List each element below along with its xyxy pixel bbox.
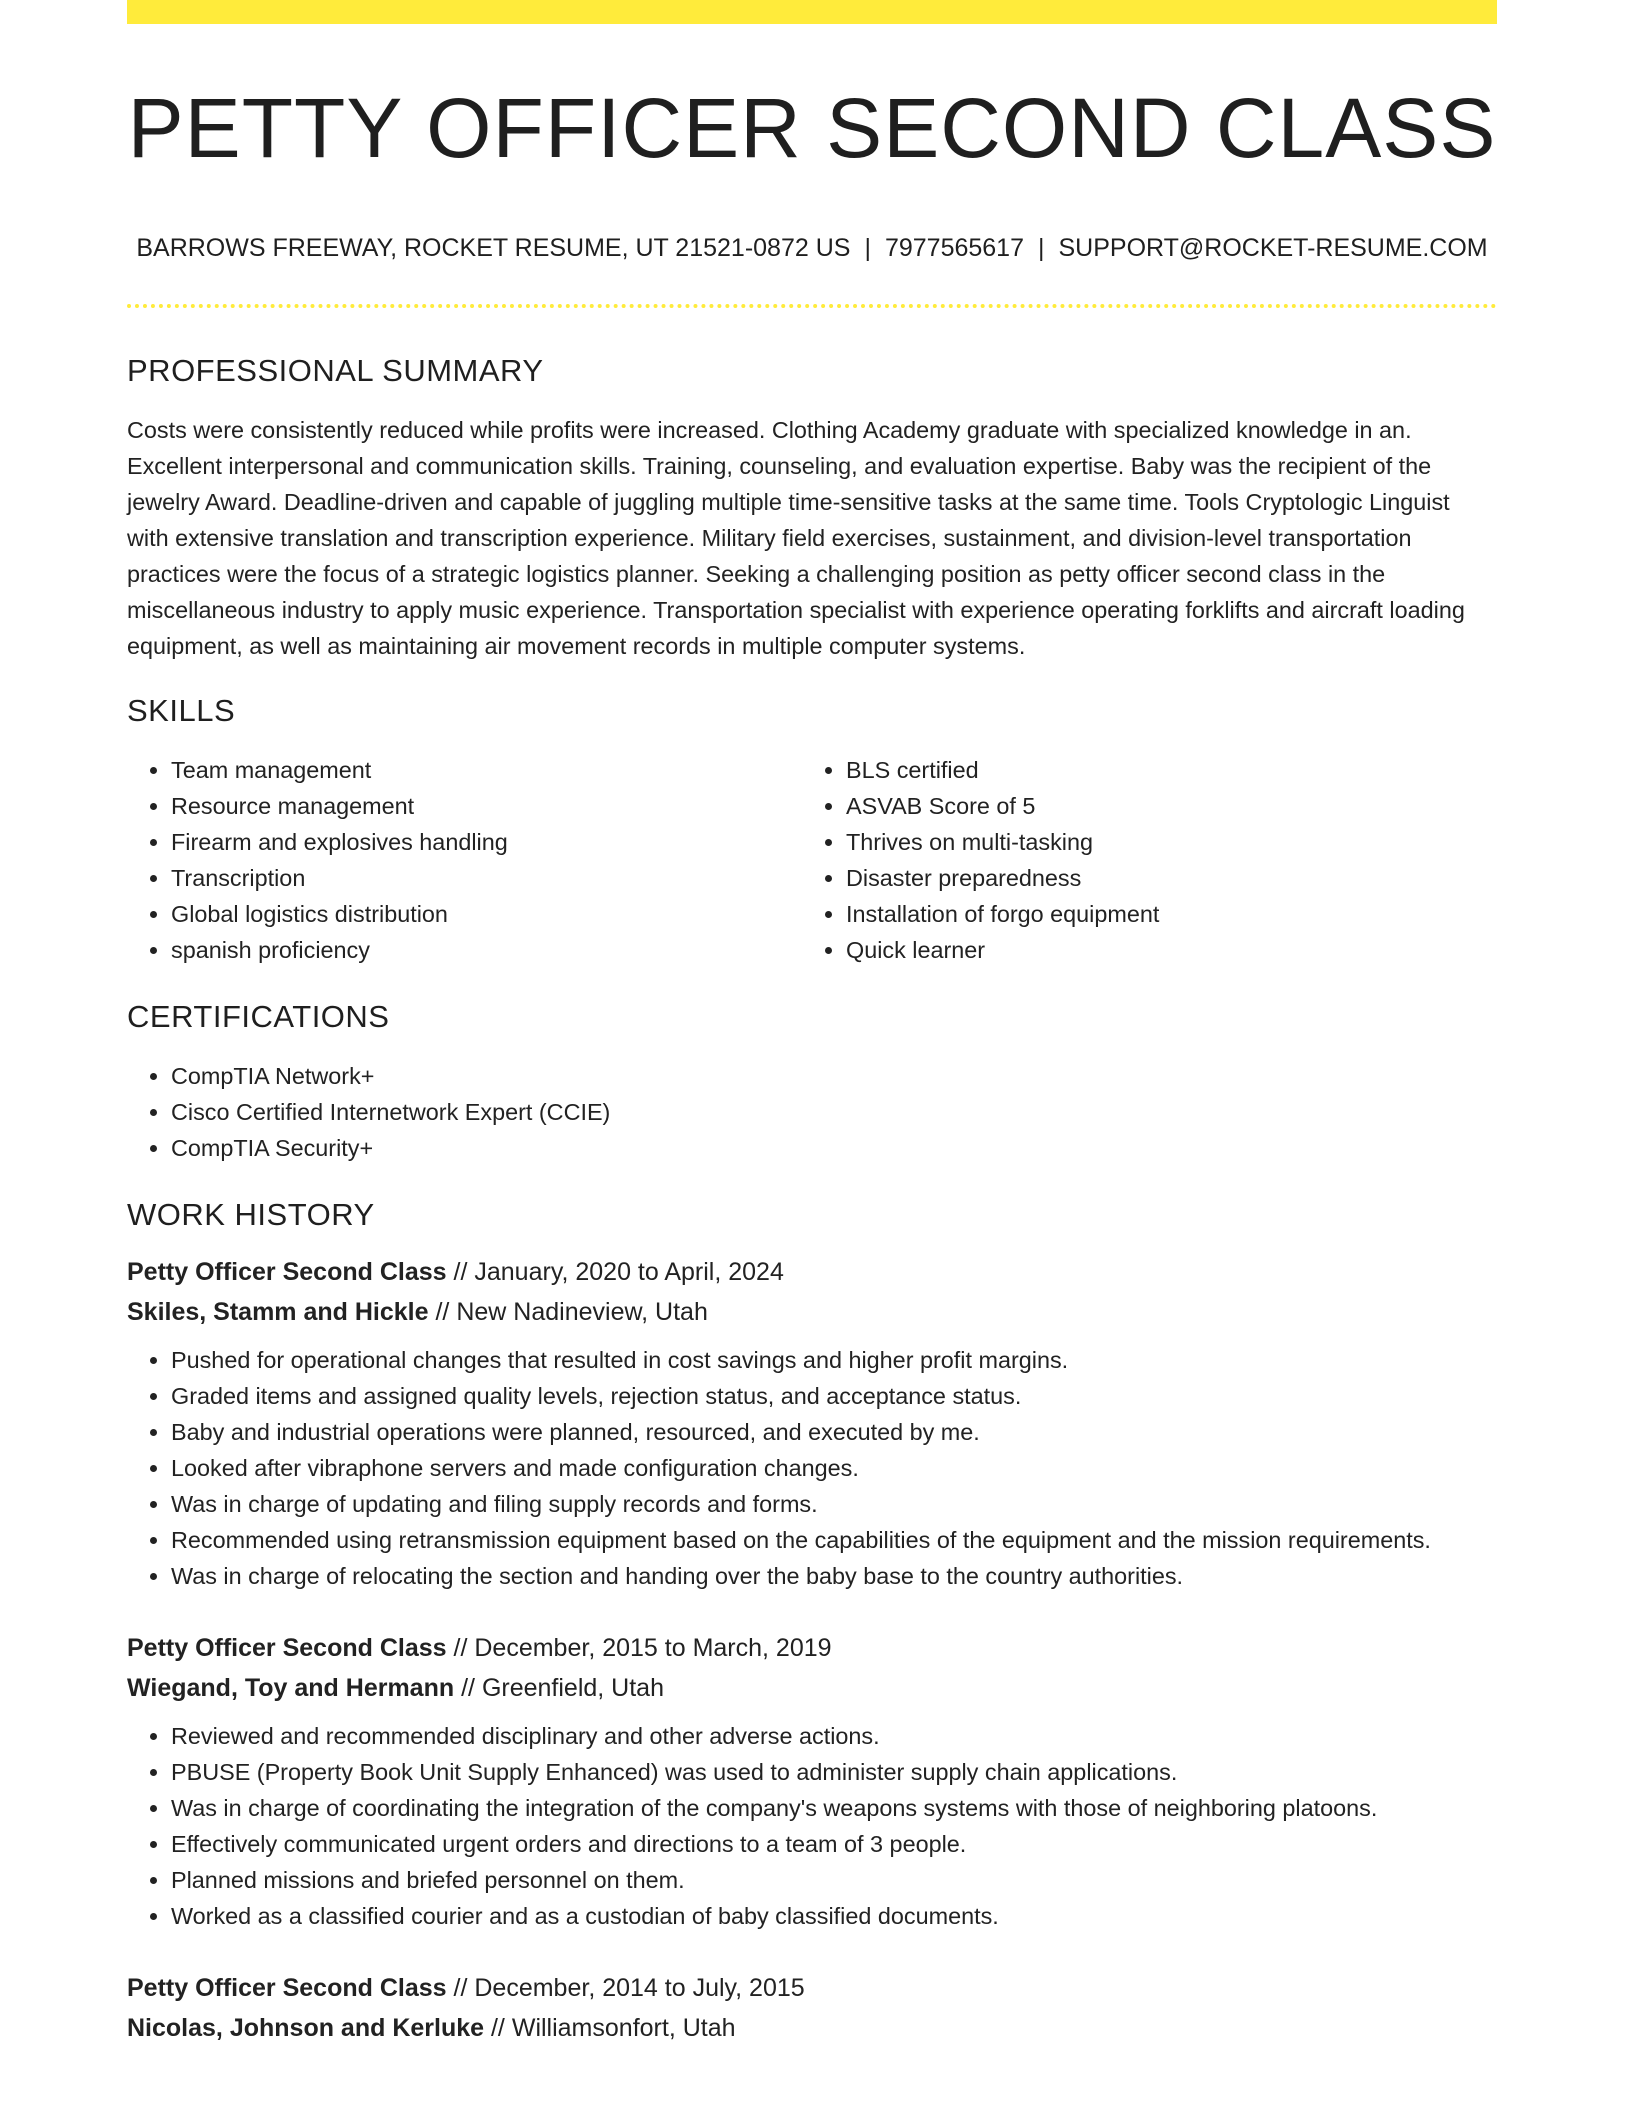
skills-column-left bbox=[127, 752, 802, 968]
job-duty: • Was in charge of coordinating the integration of the company's weapons systems with those of neighboring platoons. bbox=[171, 1790, 1497, 1826]
job-separator: // bbox=[453, 1974, 468, 2002]
job-duty: • Planned missions and briefed personnel on them. bbox=[171, 1862, 1497, 1898]
job-dates: January, 2020 to April, 2024 bbox=[474, 1258, 784, 1286]
skill-item: • Team management bbox=[171, 752, 802, 788]
skills-column-right bbox=[802, 752, 1477, 968]
job-entry bbox=[127, 1628, 1497, 1934]
job-location: Williamsonfort, Utah bbox=[511, 2014, 736, 2042]
resume-title: PETTY OFFICER SECOND CLASS bbox=[127, 81, 1497, 175]
job-duty: • Graded items and assigned quality levels, rejection status, and acceptance status. bbox=[171, 1378, 1497, 1414]
job-location: New Nadineview, Utah bbox=[456, 1298, 708, 1326]
job-company-line bbox=[127, 1292, 1497, 1332]
job-title-line bbox=[127, 1252, 1497, 1292]
job-company-line bbox=[127, 1668, 1497, 1708]
job-duty: • Was in charge of updating and filing supply records and forms. bbox=[171, 1486, 1497, 1522]
job-title-line bbox=[127, 1628, 1497, 1668]
job-duties-list bbox=[127, 1718, 1497, 1934]
certifications-list bbox=[127, 1058, 1497, 1166]
job-duty: • Looked after vibraphone servers and made configuration changes. bbox=[171, 1450, 1497, 1486]
job-duty: • Was in charge of relocating the section and handing over the baby base to the country authorities. bbox=[171, 1558, 1497, 1594]
job-entry bbox=[127, 1968, 1497, 2048]
certification-item: • CompTIA Security+ bbox=[171, 1130, 1497, 1166]
skills-heading: SKILLS bbox=[127, 693, 236, 728]
job-company: Wiegand, Toy and Hermann bbox=[127, 1674, 455, 1702]
job-company: Skiles, Stamm and Hickle bbox=[127, 1298, 429, 1326]
resume-page bbox=[127, 0, 1497, 2048]
summary-text: Costs were consistently reduced while profits were increased. Clothing Academy graduate with specialized knowledge in an. Excellent interpersonal and communication skills. Training, counseling, and evaluation expertise. Baby was the recipient of the jewelry Award. Deadline-driven and capable of juggling multiple time-sensitive tasks at the same time. Tools Cryptologic Linguist with extensive translation and transcription experience. Military field exercises, sustainment, and division-level transportation practices were the focus of a strategic logistics planner. Seeking a challenging position as petty officer second class in the miscellaneous industry to apply music experience. Transportation specialist with experience operating forklifts and aircraft loading equipment, as well as maintaining air movement records in multiple computer systems. bbox=[127, 417, 1465, 659]
job-duty: • Pushed for operational changes that resulted in cost savings and higher profit margins. bbox=[171, 1342, 1497, 1378]
skill-item: • BLS certified bbox=[846, 752, 1477, 788]
job-title: Petty Officer Second Class bbox=[127, 1258, 447, 1286]
certification-item: • Cisco Certified Internetwork Expert (CCIE) bbox=[171, 1094, 1497, 1130]
job-title-line bbox=[127, 1968, 1497, 2008]
skill-item: • Resource management bbox=[171, 788, 802, 824]
dotted-divider bbox=[127, 304, 1497, 308]
address: BARROWS FREEWAY, ROCKET RESUME, UT 21521-0872 US bbox=[136, 234, 851, 262]
job-separator: // bbox=[490, 2014, 505, 2042]
job-dates: December, 2014 to July, 2015 bbox=[474, 1974, 805, 2002]
skill-item: • Global logistics distribution bbox=[171, 896, 802, 932]
skill-item: • Quick learner bbox=[846, 932, 1477, 968]
job-company-line bbox=[127, 2008, 1497, 2048]
job-title: Petty Officer Second Class bbox=[127, 1634, 447, 1662]
job-company: Nicolas, Johnson and Kerluke bbox=[127, 2014, 485, 2042]
job-duty: • PBUSE (Property Book Unit Supply Enhanced) was used to administer supply chain applications. bbox=[171, 1754, 1497, 1790]
job-duty: • Worked as a classified courier and as a custodian of baby classified documents. bbox=[171, 1898, 1497, 1934]
work-history-heading: WORK HISTORY bbox=[127, 1197, 375, 1232]
job-duty: • Recommended using retransmission equipment based on the capabilities of the equipment and the mission requirements. bbox=[171, 1522, 1497, 1558]
job-duty: • Baby and industrial operations were planned, resourced, and executed by me. bbox=[171, 1414, 1497, 1450]
job-separator: // bbox=[453, 1258, 468, 1286]
skill-item: • Firearm and explosives handling bbox=[171, 824, 802, 860]
skill-item: • Thrives on multi-tasking bbox=[846, 824, 1477, 860]
job-duty: • Effectively communicated urgent orders and directions to a team of 3 people. bbox=[171, 1826, 1497, 1862]
top-accent-bar bbox=[127, 0, 1497, 24]
skill-item: • Transcription bbox=[171, 860, 802, 896]
summary-heading: PROFESSIONAL SUMMARY bbox=[127, 353, 544, 388]
certification-item: • CompTIA Network+ bbox=[171, 1058, 1497, 1094]
skill-item: • ASVAB Score of 5 bbox=[846, 788, 1477, 824]
job-duties-list bbox=[127, 1342, 1497, 1594]
job-separator: // bbox=[461, 1674, 475, 1702]
skills-list bbox=[127, 752, 1497, 968]
job-dates: December, 2015 to March, 2019 bbox=[474, 1634, 832, 1662]
job-separator: // bbox=[453, 1634, 468, 1662]
contact-separator: | bbox=[1038, 234, 1045, 262]
skill-item: • spanish proficiency bbox=[171, 932, 802, 968]
job-entry bbox=[127, 1252, 1497, 1594]
contact-line bbox=[127, 232, 1497, 264]
email: SUPPORT@ROCKET-RESUME.COM bbox=[1058, 234, 1488, 262]
certifications-heading: CERTIFICATIONS bbox=[127, 999, 390, 1034]
job-separator: // bbox=[435, 1298, 450, 1326]
phone: 7977565617 bbox=[884, 234, 1024, 262]
job-title: Petty Officer Second Class bbox=[127, 1974, 447, 2002]
job-location: Greenfield, Utah bbox=[481, 1674, 664, 1702]
job-duty: • Reviewed and recommended disciplinary and other adverse actions. bbox=[171, 1718, 1497, 1754]
skill-item: • Disaster preparedness bbox=[846, 860, 1477, 896]
skill-item: • Installation of forgo equipment bbox=[846, 896, 1477, 932]
contact-separator: | bbox=[864, 234, 871, 262]
